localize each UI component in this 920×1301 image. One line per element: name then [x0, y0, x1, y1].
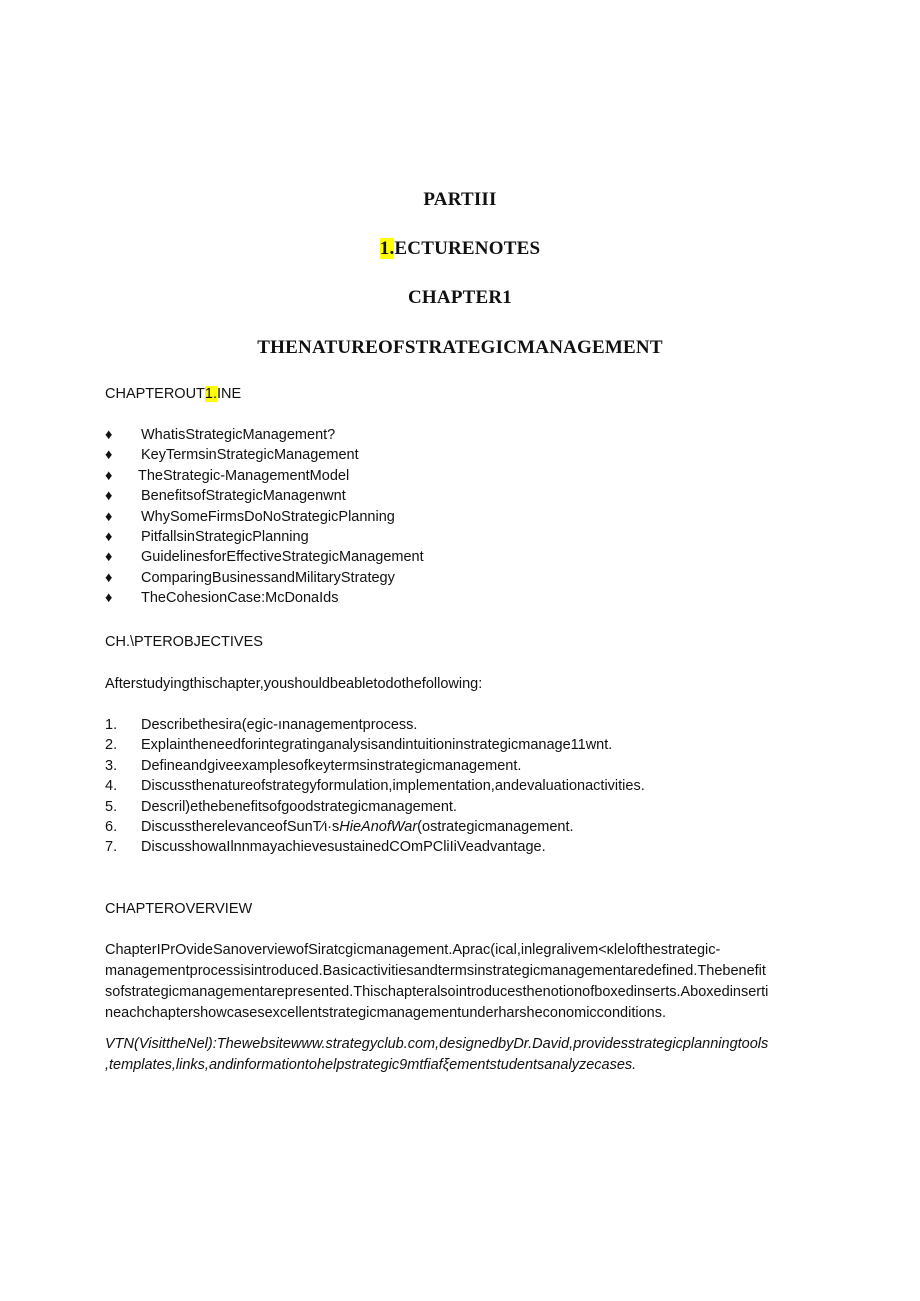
paragraph-line: managementprocessisintroduced.Basicactivitiesandtermsinstrategicmanagementaredefined.Thebenefit	[105, 963, 766, 979]
paragraph-line: ,templates,links,andinformationtohelpstrategic9mtfiafξementstudentsanalyzecases.	[105, 1057, 637, 1073]
objectives-list	[105, 715, 645, 858]
list-item	[105, 588, 424, 608]
outline-label-end: INE	[217, 386, 242, 402]
lecture-notes-text: ECTURENOTES	[394, 238, 541, 259]
list-item-text: WhatisStrategicManagement?	[141, 427, 336, 443]
highlight-mark: 1.	[204, 386, 217, 402]
list-item-text: Discussthenatureofstrategyformulation,implementation,andevaluationactivities.	[141, 778, 645, 795]
list-item-text: ComparingBusinessandMilitaryStrategy	[141, 569, 395, 586]
item-number: 5.	[105, 798, 118, 815]
item-number: 4.	[105, 778, 118, 795]
bullet-icon: ♦	[105, 549, 113, 566]
list-item	[105, 507, 424, 527]
bullet-icon: ♦	[105, 467, 113, 484]
list-item-text: WhySomeFirmsDoNoStrategicPlanning	[141, 508, 395, 525]
bullet-icon: ♦	[105, 528, 113, 545]
bullet-icon: ♦	[105, 569, 113, 586]
vtn-paragraph	[105, 1034, 820, 1076]
book-title-italic: HieAnofWar	[339, 818, 418, 835]
item-number: 1.	[105, 717, 118, 733]
paragraph-line: neachchaptershowcasesexcellentstrategicmanagementunderharsheconomicconditions.	[105, 1005, 666, 1021]
list-item	[105, 817, 645, 837]
bullet-icon: ♦	[105, 447, 113, 464]
overview-paragraph	[105, 940, 820, 1024]
chapter-title: THENATUREOFSTRATEGICMANAGEMENT	[257, 337, 663, 358]
paragraph-line: sofstrategicmanagementarepresented.Thischapteralsointroducesthenotionofboxedinserts.Aboxedinserti	[105, 984, 769, 1000]
list-item	[105, 715, 645, 735]
chapter-outline-list	[105, 425, 424, 609]
list-item-text: BenefitsofStrategicManagenwnt	[141, 488, 346, 505]
list-item	[105, 486, 424, 506]
bullet-icon: ♦	[105, 508, 113, 525]
list-item	[105, 547, 424, 567]
list-item-text: Explaintheneedforintegratinganalysisandintuitioninstrategicmanage11wnt.	[141, 737, 613, 754]
part-heading: PARTIII	[423, 189, 497, 210]
item-number: 2.	[105, 737, 118, 754]
highlight-mark: 1.	[379, 238, 395, 259]
list-item	[105, 568, 424, 588]
list-item-text: DiscusstherelevanceofSunT⁄ι·s	[141, 818, 340, 835]
list-item	[105, 837, 645, 857]
list-item	[105, 425, 424, 445]
list-item-text-tail: (ostrategicmanagement.	[417, 818, 574, 835]
outline-label-start: CHAPTEROUT	[105, 386, 205, 402]
bullet-icon: ♦	[105, 488, 113, 505]
list-item	[105, 797, 645, 817]
chapter-overview-label: CHAPTEROVERVIEW	[105, 901, 253, 917]
chapter-heading: CHAPTER1	[408, 287, 512, 308]
list-item-text: GuidelinesforEffectiveStrategicManagement	[141, 549, 424, 566]
list-item-text: TheCohesionCase:McDonaIds	[141, 590, 339, 607]
list-item	[105, 466, 424, 486]
paragraph-line: VTN(VisittheNel):Thewebsitewww.strategyclub.com,designedbyDr.David,providesstrategicplanningtools	[105, 1036, 769, 1052]
bullet-icon: ♦	[105, 427, 113, 443]
list-item	[105, 756, 645, 776]
list-item-text: DiscusshowaIlnnmayachievesustainedCOmPCliIiVeadvantage.	[141, 839, 546, 856]
list-item-text: Descril)ethebenefitsofgoodstrategicmanagement.	[141, 798, 457, 815]
objectives-intro: Afterstudyingthischapter,youshouldbeabletodothefollowing:	[105, 676, 483, 692]
bullet-icon: ♦	[105, 590, 113, 607]
list-item	[105, 735, 645, 755]
item-number: 3.	[105, 757, 118, 774]
item-number: 6.	[105, 818, 118, 835]
list-item-text: PitfallsinStrategicPlanning	[141, 528, 309, 545]
chapter-objectives-label: CH.\PTEROBJECTIVES	[105, 634, 263, 650]
list-item	[105, 527, 424, 547]
list-item-text: Defineandgiveexamplesofkeytermsinstrategicmanagement.	[141, 757, 522, 774]
lecture-notes-heading	[0, 238, 920, 260]
list-item-text: Describethesira(egic-ınanagementprocess.	[141, 717, 418, 733]
list-item-text: TheStrategic-ManagementModel	[138, 467, 350, 484]
list-item	[105, 776, 645, 796]
chapter-outline-label	[105, 386, 241, 402]
paragraph-line: ChapterIPrOvideSanoverviewofSiratcgicmanagement.Aprac(ical,inlegralivem<κlelofthestrategic-	[105, 942, 721, 958]
list-item	[105, 445, 424, 465]
list-item-text: KeyTermsinStrategicManagement	[141, 447, 359, 464]
item-number: 7.	[105, 839, 118, 856]
